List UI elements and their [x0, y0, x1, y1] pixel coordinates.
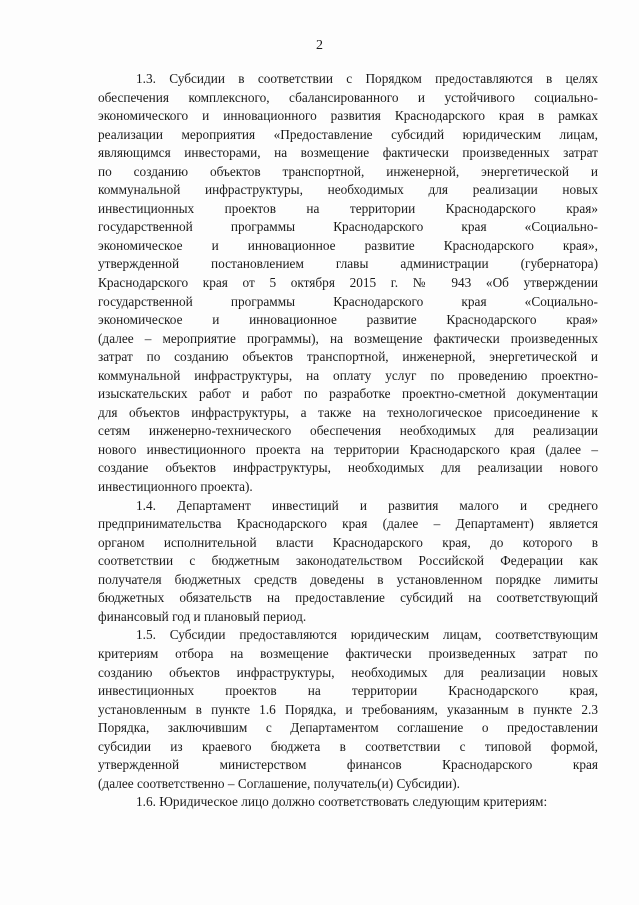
- text-line: Порядка, заключившим с Департаментом соглашение о предоставлении: [98, 720, 598, 736]
- text-line: утвержденной постановлением главы администрации (губернатора): [98, 256, 598, 272]
- text-line: по созданию объектов транспортной, инженерной, энергетической и: [98, 163, 598, 179]
- text-line: Краснодарского края от 5 октября 2015 г. № 943 «Об утверждении: [98, 275, 598, 291]
- text-line: 1.3. Субсидии в соответствии с Порядком предоставляются в целях: [136, 71, 598, 86]
- text-line: коммунальной инфраструктуры, на оплату услуг по проведению проектно-: [98, 367, 598, 383]
- text-line: созданию объектов инфраструктуры, необходимых для реализации новых: [98, 664, 598, 680]
- text-line: субсидии из краевого бюджета в соответствии с типовой формой,: [98, 738, 598, 754]
- text-line: создание объектов инфраструктуры, необходимых для реализации нового: [98, 460, 598, 476]
- text-line: (далее – мероприятие программы), на возмещение фактически произведенных: [98, 330, 598, 346]
- text-line: соответствии с бюджетным законодательством Российской Федерации как: [98, 553, 598, 569]
- text-line: 1.5. Субсидии предоставляются юридическим лицам, соответствующим: [136, 627, 598, 643]
- text-line: коммунальной инфраструктуры, необходимых для реализации новых: [98, 182, 598, 198]
- text-line: реализации мероприятия «Предоставление субсидий юридическим лицам,: [98, 126, 598, 142]
- text-line: затрат по созданию объектов транспортной, инженерной, энергетической и: [98, 349, 598, 365]
- text-line: экономическое и инновационное развитие Краснодарского края»,: [98, 237, 598, 253]
- paragraph-p1-5: [98, 626, 598, 793]
- text-line: инвестиционного проекта).: [98, 479, 253, 495]
- text-line: государственной программы Краснодарского края «Социально-: [98, 219, 598, 235]
- text-line: обеспечения комплексного, сбалансированного и устойчивого социально-: [98, 89, 598, 105]
- text-line: нового инвестиционного проекта на территории Краснодарского края (далее –: [98, 441, 598, 457]
- text-line: являющимся инвесторами, на возмещение фактически произведенных затрат: [98, 145, 598, 161]
- page-number: 2: [316, 38, 323, 53]
- text-line: (далее соответственно – Соглашение, получатель(и) Субсидии).: [98, 775, 461, 791]
- text-line: инвестиционных проектов на территории Краснодарского края,: [98, 683, 598, 699]
- text-line: получателя бюджетных средств доведены в установленном порядке лимиты: [98, 571, 598, 587]
- text-line: 1.6. Юридическое лицо должно соответствовать следующим критериям:: [136, 794, 548, 810]
- text-line: инвестиционных проектов на территории Краснодарского края»: [98, 200, 598, 216]
- paragraph-p1-3: [98, 70, 598, 497]
- document-body: [98, 70, 598, 812]
- paragraph-p1-6: [98, 793, 598, 812]
- text-line: органом исполнительной власти Краснодарского края, до которого в: [98, 534, 598, 550]
- text-line: 1.4. Департамент инвестиций и развития малого и среднего: [136, 497, 598, 513]
- paragraph-p1-4: [98, 497, 598, 627]
- text-line: государственной программы Краснодарского края «Социально-: [98, 293, 598, 309]
- text-line: предпринимательства Краснодарского края (далее – Департамент) является: [98, 516, 598, 532]
- text-line: экономическое и инновационное развитие Краснодарского края»: [98, 312, 598, 328]
- text-line: для объектов инфраструктуры, а также на технологическое присоединение к: [98, 404, 598, 420]
- text-line: критериям отбора на возмещение фактически произведенных затрат по: [98, 645, 598, 661]
- text-line: установленным в пункте 1.6 Порядка, и требованиям, указанным в пункте 2.3: [98, 701, 598, 717]
- text-line: сетям инженерно-технического обеспечения необходимых для реализации: [98, 423, 598, 439]
- text-line: утвержденной министерством финансов Краснодарского края: [98, 757, 598, 773]
- text-line: изыскательских работ и работ по разработке проектно-сметной документации: [98, 386, 598, 402]
- text-line: бюджетных обязательств на предоставление субсидий на соответствующий: [98, 590, 598, 606]
- text-line: экономического и инновационного развития Краснодарского края в рамках: [98, 108, 598, 124]
- text-line: финансовый год и плановый период.: [98, 608, 307, 624]
